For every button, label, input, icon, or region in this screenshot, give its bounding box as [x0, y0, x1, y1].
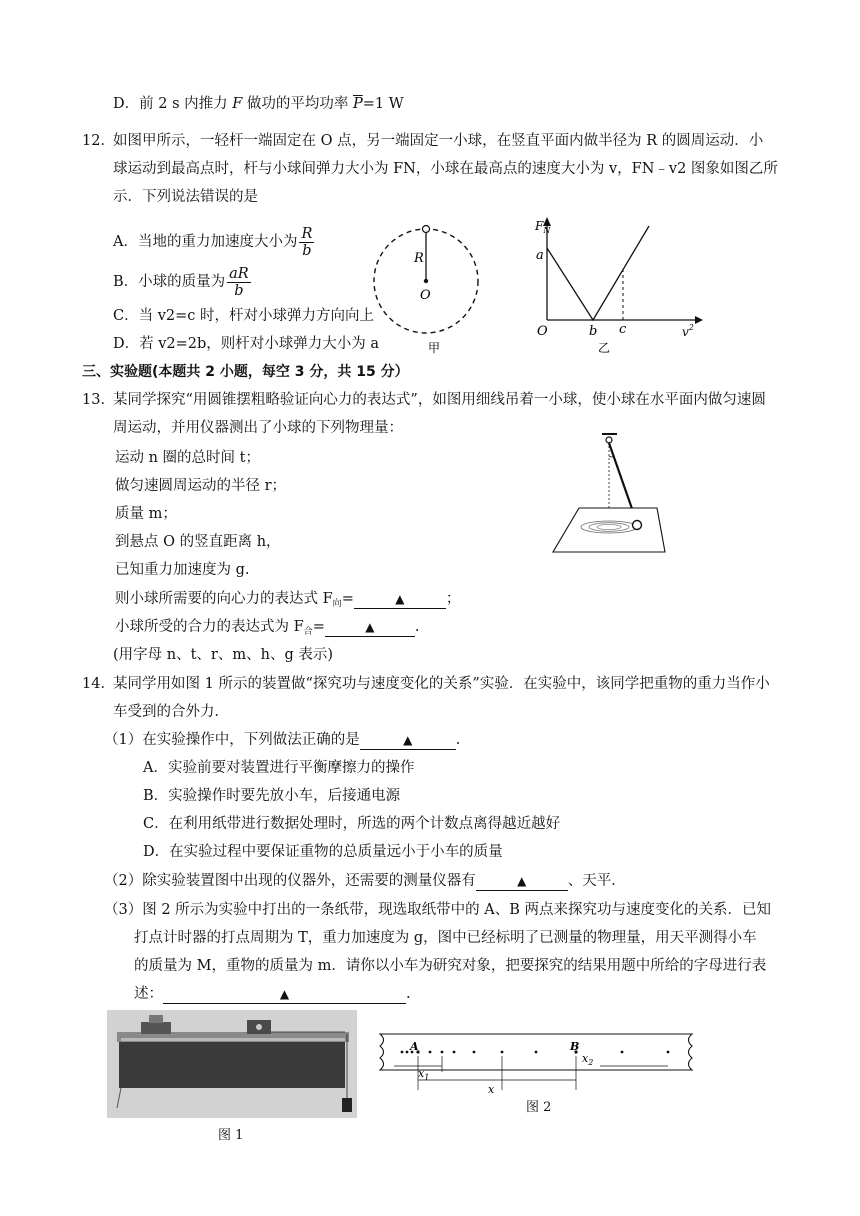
label-B: B — [570, 1040, 580, 1053]
ball — [423, 226, 430, 233]
q14-number: 14． — [82, 676, 115, 692]
q13-item-gravity: 已知重力加速度为 g. — [115, 562, 250, 578]
label-v2: $v^2$ — [682, 323, 694, 339]
q12-option-a: A．当地的重力加速度大小为 $\frac{R}{b}$ — [113, 225, 313, 259]
q14-stem-line1: 某同学用如图 1 所示的装置做“探究功与速度变化的关系”实验．在实验中，该同学把重物的重力当作小 — [113, 676, 770, 692]
answer-blank[interactable]: ▲ — [360, 732, 456, 750]
q13-number: 13． — [82, 392, 115, 408]
q12-option-d: D．若 v2=2b，则杆对小球弹力大小为 a — [113, 336, 380, 352]
q13-stem-line1: 某同学探究“用圆锥摆粗略验证向心力的表达式”，如图用细线吊着一小球，使小球在水平面内做匀速圆 — [113, 392, 766, 408]
graph-line — [547, 226, 649, 320]
label-x: x — [488, 1083, 495, 1096]
answer-blank[interactable]: ▲ — [325, 619, 415, 637]
label-O: O — [537, 324, 548, 339]
q14-part3-line4: 述： ▲ . — [134, 986, 411, 1002]
q13-ask-centripetal: 则小球所需要的向心力的表达式 $F_向=$ ▲ ； — [115, 591, 461, 609]
label-O: O — [420, 288, 431, 303]
q14-part1-option-c: C．在利用纸带进行数据处理时，所选的两个计数点离得越近越好 — [143, 816, 561, 832]
angle-mark — [609, 456, 614, 457]
figure2-caption: 图 2 — [526, 1100, 552, 1115]
label-a: a — [536, 248, 544, 263]
q12-stem-line1: 如图甲所示，一轻杆一端固定在 O 点，另一端固定一小球，在竖直平面内做半径为 R 的圆周运动．小 — [113, 133, 764, 149]
q13-ask-net-force: 小球所受的合力的表达式为 $F_合=$ ▲ . — [115, 619, 420, 637]
timer-top — [149, 1015, 163, 1023]
label-R: R — [414, 251, 424, 266]
q12-number: 12． — [82, 133, 115, 149]
q13-item-mass: 质量 m； — [115, 506, 177, 522]
answer-blank[interactable]: ▲ — [354, 591, 446, 609]
x-axis-arrow — [695, 316, 703, 324]
q14-part1: （1）在实验操作中，下列做法正确的是 ▲ . — [104, 732, 461, 748]
ball — [633, 521, 642, 530]
q14-part1-option-b: B．实验操作时要先放小车，后接通电源 — [143, 788, 401, 804]
label-x1: $x_1$ — [418, 1067, 430, 1082]
q13-item-radius: 做匀速圆周运动的半径 r； — [115, 478, 287, 494]
cart-block — [256, 1024, 262, 1030]
q13-stem-line2: 周运动，并用仪器测出了小球的下列物理量： — [113, 420, 403, 436]
timer — [141, 1022, 171, 1034]
paper-tape-figure — [370, 1030, 700, 1098]
section-title: 三、实验题(本题共 2 小题，每空 3 分，共 15 分） — [82, 364, 409, 380]
q14-part1-option-a: A．实验前要对装置进行平衡摩擦力的操作 — [143, 760, 415, 776]
figure1-caption: 图 1 — [218, 1128, 244, 1143]
q13-note: (用字母 n、t、r、m、h、g 表示) — [113, 647, 333, 663]
q12-option-b: B．小球的质量为 $\frac{aR}{b}$ — [113, 265, 249, 299]
q11-option-d: D．前 2 s 内推力 F 做功的平均功率 $\overline{P}=1$ W — [113, 96, 404, 112]
label-b: b — [589, 324, 598, 339]
q12-stem-line2: 球运动到最高点时，杆与小球间弹力大小为 FN，小球在最高点的速度大小为 v，FN﹣v2 图象如图乙所 — [113, 161, 778, 177]
q14-part3-line1: （3）图 2 所示为实验中打出的一条纸带，现选取纸带中的 A、B 两点来探究功与速度变化的关系．已知 — [104, 902, 772, 918]
label-FN: $F_N$ — [535, 219, 551, 235]
track-side — [119, 1042, 345, 1088]
label-A: A — [410, 1040, 419, 1053]
q13-item-time: 运动 n 圈的总时间 t； — [115, 450, 260, 466]
caption-jia: 甲 — [428, 341, 441, 355]
q12-stem-line3: 示．下列说法错误的是 — [113, 189, 258, 205]
weight — [342, 1098, 352, 1112]
figure-yi — [530, 212, 710, 362]
conical-pendulum-figure — [545, 426, 675, 558]
q14-part2: （2）除实验装置图中出现的仪器外，还需要的测量仪器有 ▲ 、天平． — [104, 873, 626, 889]
q14-part3-line2: 打点计时器的打点周期为 T，重力加速度为 g，图中已经标明了已测量的物理量，用天平测得小车 — [134, 930, 757, 946]
apparatus-photo — [107, 1010, 357, 1118]
q13-item-height: 到悬点 O 的竖直距离 h， — [115, 534, 281, 550]
label-c: c — [619, 322, 627, 337]
q12-option-c: C．当 v2=c 时，杆对小球弹力方向向上 — [113, 308, 374, 324]
q14-part1-option-d: D．在实验过程中要保证重物的总质量远小于小车的质量 — [143, 844, 503, 860]
label-x2: $x_2$ — [582, 1052, 594, 1067]
track-rail — [121, 1038, 345, 1041]
q14-part3-line3: 的质量为 M，重物的质量为 m．请你以小车为研究对象，把要探究的结果用题中所给的字母进行表 — [134, 958, 767, 974]
answer-blank[interactable]: ▲ — [163, 986, 406, 1004]
caption-yi: 乙 — [598, 341, 611, 355]
pivot-point — [424, 279, 428, 283]
answer-blank[interactable]: ▲ — [476, 873, 568, 891]
figure-jia — [368, 212, 498, 358]
y-axis-arrow — [543, 217, 551, 226]
q14-stem-line2: 车受到的合外力． — [113, 704, 229, 720]
